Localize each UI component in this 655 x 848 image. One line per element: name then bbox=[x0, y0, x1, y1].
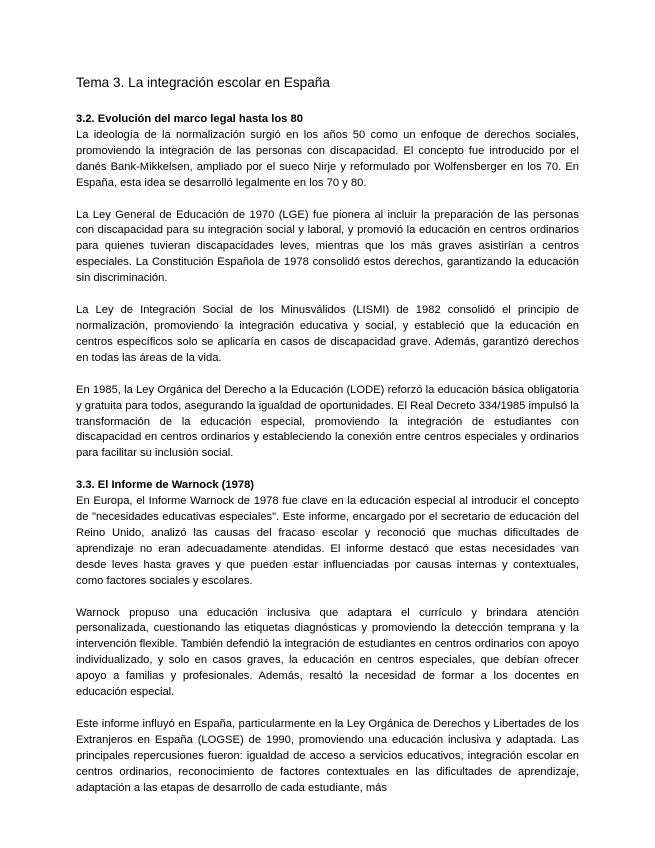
section-warnock-report bbox=[76, 478, 579, 796]
paragraph: La ideología de la normalización surgió en los años 50 como un enfoque de derechos sociales, promoviendo la integración de las personas con discapacidad. El concepto fue introducido por el danés Bank-Mikkelsen, ampliado por el sueco Nirje y reformulado por Wolfensberger en los 70. En España, esta idea se desarrolló legalmente en los 70 y 80. bbox=[76, 128, 579, 189]
paragraph: Este informe influyó en España, particularmente en la Ley Orgánica de Derechos y Libertades de los Extranjeros en España (LOGSE) de 1990, promoviendo una educación inclusiva y adaptada. Las principales repercusiones fueron: igualdad de acceso a servicios educativos, integración escolar en centros ordinarios, reconocimiento de factores contextuales en las dificultades de aprendizaje, adaptación a las etapas de desarrollo de cada estudiante, más bbox=[76, 718, 579, 794]
section-heading: 3.2. Evolución del marco legal hasta los 80 bbox=[76, 113, 303, 125]
document-title: Tema 3. La integración escolar en España bbox=[76, 75, 330, 90]
paragraph: En Europa, el Informe Warnock de 1978 fue clave en la educación especial al introducir el concepto de "necesidades educativas especiales". Este informe, encargado por el secretario de educación del Reino Unido, analizó las causas del fracaso escolar y reconoció que muchas dificultades de aprendizaje no eran adecuadamente atendidas. El informe destacó que estas necesidades van desde leves hasta graves y que pueden estar influenciadas por causas internas y contextuales, como factores sociales y escolares. bbox=[76, 495, 579, 587]
paragraph: Warnock propuso una educación inclusiva que adaptara el currículo y brindara atención personalizada, cuestionando las etiquetas diagnósticas y promoviendo la detección temprana y la intervención flexible. También defendió la integración de estudiantes en centros ordinarios con apoyo individualizado, y solo en casos graves, la educación en centros especiales, que debían ofrecer apoyo a familias y profesionales. Además, resaltó la necesidad de formar a los docentes en educación especial. bbox=[76, 606, 579, 699]
section-legal-framework bbox=[76, 112, 579, 462]
paragraph: En 1985, la Ley Orgánica del Derecho a la Educación (LODE) reforzó la educación básica obligatoria y gratuita para todos, asegurando la igualdad de oportunidades. El Real Decreto 334/1985 impulsó la transformación de la educación especial, promoviendo la integración de estudiantes con discapacidad en centros ordinarios y estableciendo la conexión entre centros especiales y ordinarios para facilitar su inclusión social. bbox=[76, 383, 579, 460]
document-page bbox=[76, 74, 579, 797]
paragraph: La Ley de Integración Social de los Minusválidos (LISMI) de 1982 consolidó el principio de normalización, promoviendo la integración educativa y social, y estableció que la educación en centros específicos solo se aplicaría en casos de discapacidad grave. Además, garantizó derechos en todas las áreas de la vida. bbox=[76, 304, 579, 364]
paragraph: La Ley General de Educación de 1970 (LGE) fue pionera al incluir la preparación de las personas con discapacidad para su integración social y laboral, y promovió la educación en centros ordinarios para quienes tuvieran discapacidades leves, mientras que los más graves asistirían a centros especiales. La Constitución Española de 1978 consolidó estos derechos, garantizando la educación sin discriminación. bbox=[76, 208, 579, 285]
section-heading: 3.3. El Informe de Warnock (1978) bbox=[76, 479, 255, 492]
